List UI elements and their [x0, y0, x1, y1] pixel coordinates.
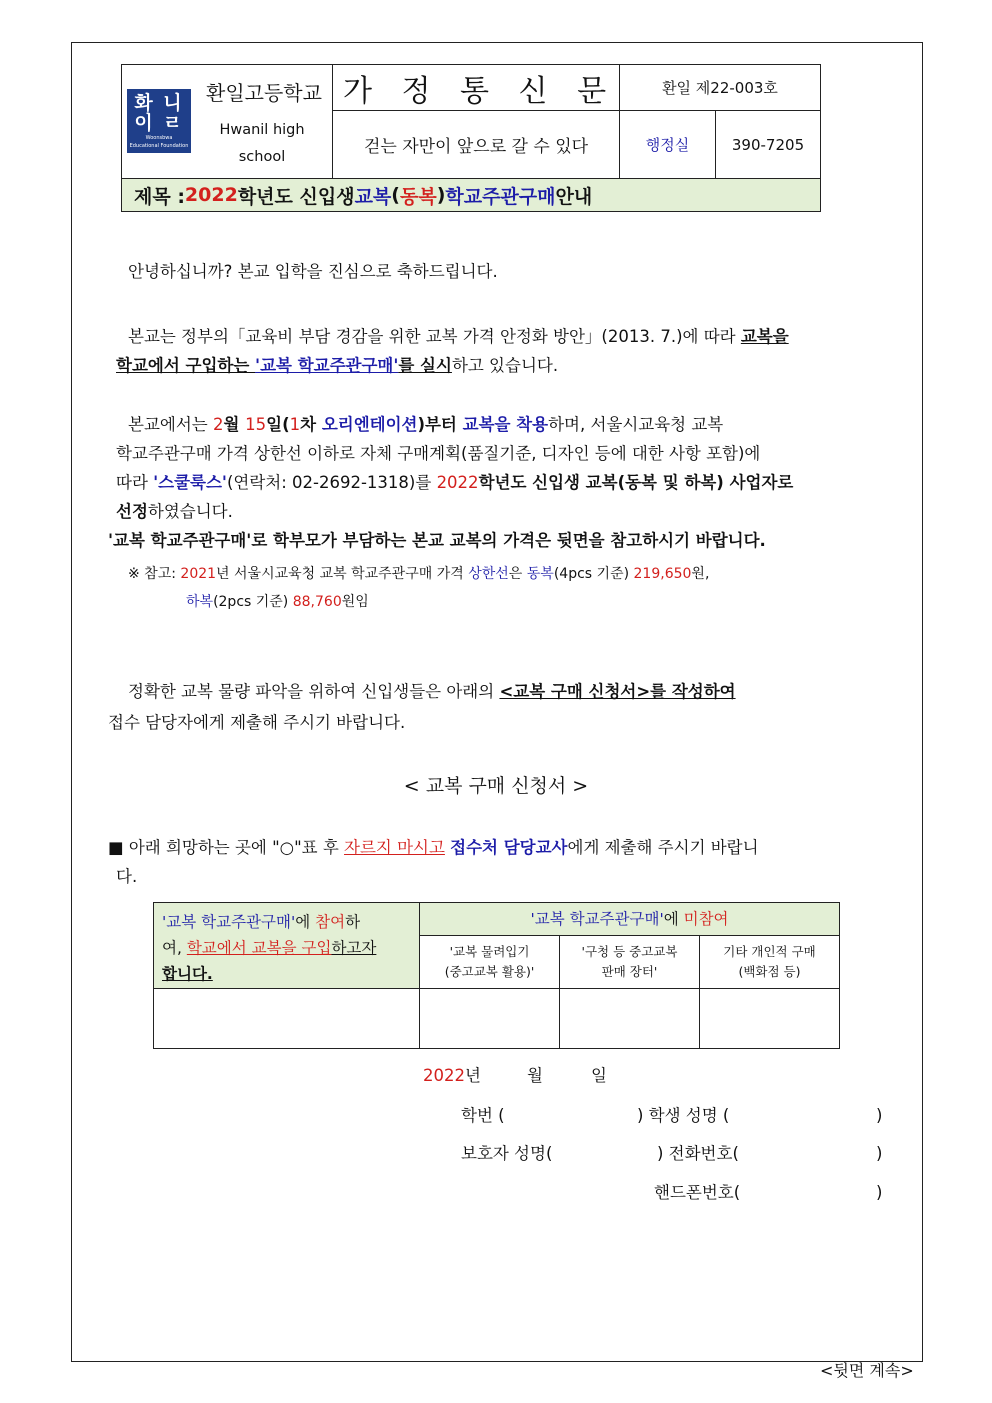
price-note-line-1: ※ 참고: 2021년 서울시교육청 교복 학교주관구매 가격 상한선은 동복(4pcs 기준) 219,650원, — [128, 566, 710, 582]
paragraph-1-line-1: 본교는 정부의「교육비 부담 경감을 위한 교복 가격 안정화 방안」(2013. 7.)에 따라 교복을 — [128, 327, 789, 346]
purchase-form-table — [153, 902, 840, 1049]
phone-label: ) 전화번호( — [657, 1144, 739, 1163]
student-number-label: 학번 ( — [461, 1106, 505, 1125]
office-phone: 390-7205 — [716, 111, 820, 179]
issue-number: 환일 제22-003호 — [620, 65, 820, 111]
paragraph-1-line-2: 학교에서 구입하는 '교복 학교주관구매'를 실시하고 있습니다. — [116, 356, 559, 375]
form-title: < 교복 구매 신청서 > — [403, 775, 589, 797]
price-note-line-2: 하복(2pcs 기준) 88,760원임 — [186, 594, 369, 610]
paragraph-2-line-1: 본교에서는 2월 15일(1차 오리엔테이션)부터 교복을 착용하며, 서울시교육청 교복 — [128, 415, 724, 434]
continued-note: <뒷면 계속> — [820, 1361, 914, 1380]
student-name-label: ) 학생 성명 ( — [637, 1106, 730, 1125]
paragraph-4-line-1: 정확한 교복 물량 파악을 위하여 신입생들은 아래의 <교복 구매 신청서>를 작성하여 — [128, 682, 736, 701]
form-instruction-line-1: ■ 아래 희망하는 곳에 "○"표 후 자르지 마시고 접수처 담당교사에게 제출해 주시기 바랍니 — [108, 838, 759, 857]
school-name-en: Hwanil high school — [219, 122, 305, 165]
paragraph-2-line-4: 선정하였습니다. — [116, 502, 233, 521]
notice-subject: 제목 : 2022 학년도 신입생 교복 ( 동복 ) 학교주관구매 안내 — [122, 179, 820, 211]
student-name-close: ) — [876, 1106, 883, 1125]
option-participate-header: '교복 학교주관구매'에 참여하 여, 학교에서 교복을 구입하고자 합니다. — [154, 903, 420, 989]
answer-cell-hand-me-down[interactable] — [420, 989, 560, 1048]
paragraph-4-line-2: 접수 담당자에게 제출해 주시기 바랍니다. — [108, 713, 406, 732]
paragraph-2-line-2: 학교주관구매 가격 상한선 이하로 자체 구매계획(품질기준, 디자인 등에 대한 사항 포함)에 — [116, 444, 761, 463]
newsletter-title: 가 정 통 신 문 — [333, 65, 620, 111]
option-used-market: '구청 등 중고교복 판매 장터' — [560, 936, 700, 989]
mobile-label: 핸드폰번호( — [654, 1183, 741, 1202]
school-logo: 화 니 이 ㄹ Woonsbwa Educational Foundation — [127, 89, 191, 153]
greeting: 안녕하십니까? 본교 입학을 진심으로 축하드립니다. — [128, 262, 498, 281]
school-logo-cell — [122, 65, 333, 179]
date-day: 일 — [591, 1066, 607, 1085]
mobile-close: ) — [876, 1183, 883, 1202]
option-not-participate-header: '교복 학교주관구매'에 미참여 — [420, 903, 839, 936]
school-name: 환일고등학교 — [206, 81, 322, 105]
school-motto: 걷는 자만이 앞으로 갈 수 있다 — [333, 111, 620, 179]
newsletter-header — [121, 64, 821, 212]
answer-cell-participate[interactable] — [154, 989, 420, 1048]
option-personal-purchase: 기타 개인적 구매 (백화점 등) — [700, 936, 839, 989]
paragraph-2-line-3: 따라 '스쿨룩스'(연락처: 02-2692-1318)를 2022학년도 신입생 교복(동복 및 하복) 사업자로 — [116, 473, 794, 492]
answer-cell-used-market[interactable] — [560, 989, 700, 1048]
phone-close: ) — [876, 1144, 883, 1163]
date-line: 2022년 — [423, 1066, 481, 1085]
paragraph-3: '교복 학교주관구매'로 학부모가 부담하는 본교 교복의 가격은 뒷면을 참고하시기 바랍니다. — [108, 531, 766, 550]
guardian-name-label: 보호자 성명( — [461, 1144, 553, 1163]
option-hand-me-down: '교복 물려입기 (중고교복 활용)' — [420, 936, 560, 989]
office-label: 행정실 — [620, 111, 716, 179]
answer-cell-personal-purchase[interactable] — [700, 989, 839, 1048]
form-instruction-line-2: 다. — [116, 867, 138, 886]
date-month: 월 — [527, 1066, 543, 1085]
